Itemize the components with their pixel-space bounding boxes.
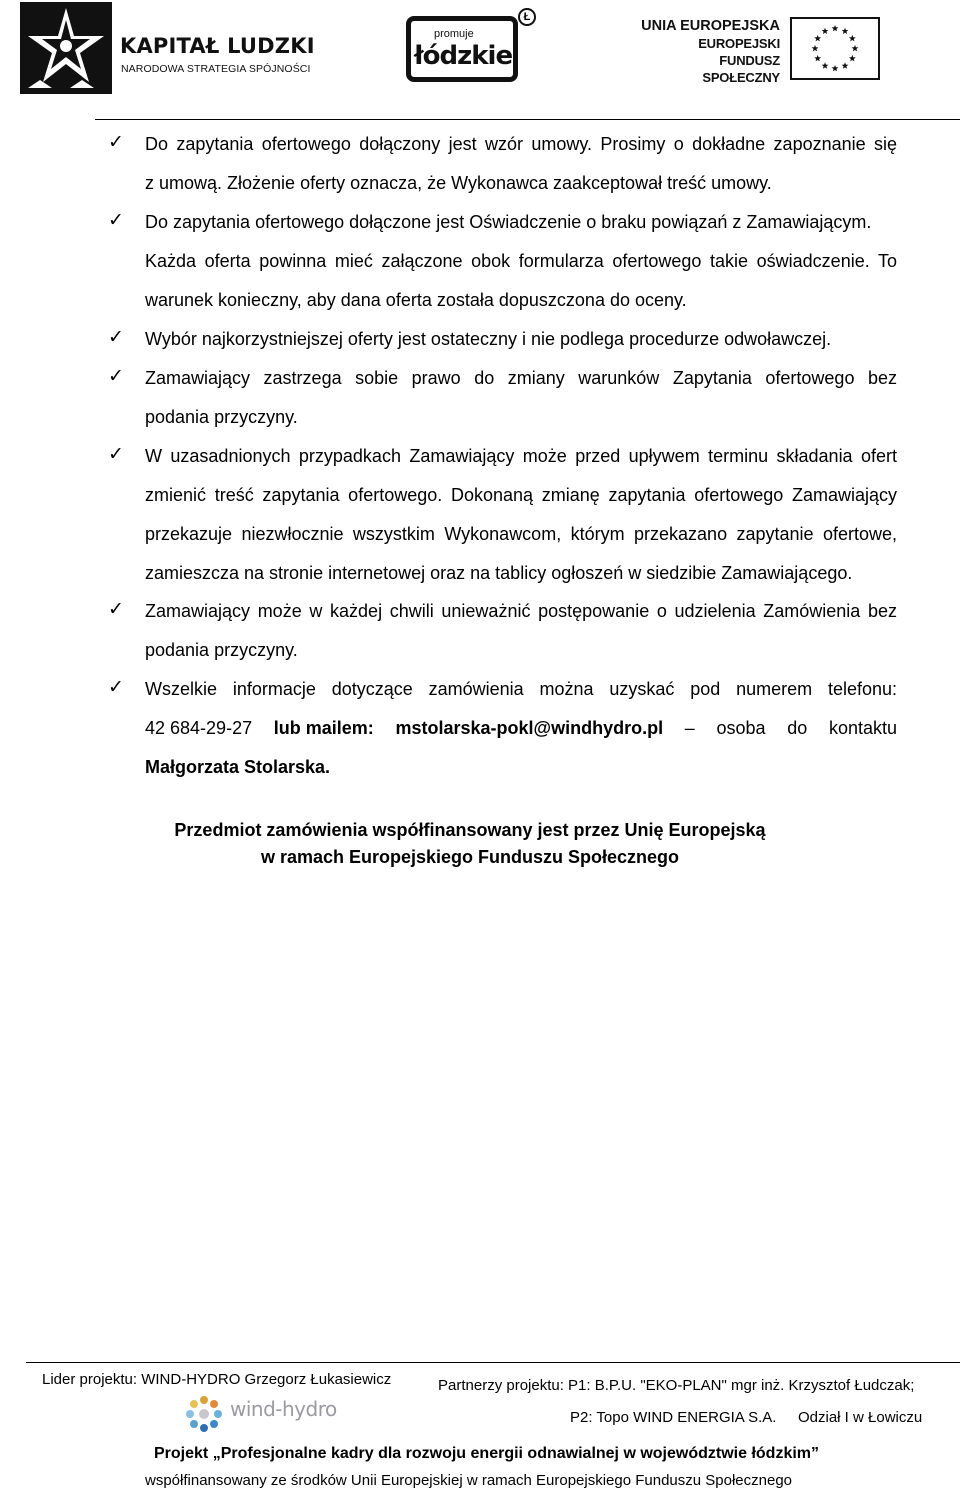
project-partners-2b: Odział I w Łowiczu [798,1409,923,1426]
contact-lub-mailem: lub mailem: [273,718,374,738]
item-1-line-2: z umową. Złożenie oferty oznacza, że Wykonawca zaakceptował treść umowy. [145,173,772,193]
item-4-line-2: podania przyczyny. [145,407,298,427]
cofinanced-note: współfinansowany ze środków Unii Europejskiej w ramach Europejskiego Funduszu Społecznego [145,1472,793,1489]
contact-name: Małgorzata Stolarska. [145,757,331,777]
wind-hydro-logo [182,1394,362,1436]
project-title [154,1445,819,1463]
item-5-line-4: zamieszcza na stronie internetowej oraz na tablicy ogłoszeń w siedzibie Zamawiającego. [145,563,853,583]
wind-hydro-wordmark: wind-hydro [230,1397,337,1421]
contact-phone: 42 684-29-27 [145,718,253,738]
item-2-line-1: Do zapytania ofertowego dołączone jest Oświadczenie o braku powiązań z Zamawiającym. [145,212,872,232]
contact-word-2: do [787,718,808,738]
check-icon: ✓ [108,598,124,620]
funding-line-2: w ramach Europejskiego Funduszu Społecznego [260,847,680,867]
check-icon: ✓ [108,326,124,348]
item-7-line-2 [145,717,897,739]
footer-divider [26,1362,960,1363]
contact-word-3: kontaktu [828,718,897,738]
item-1-line-1: Do zapytania ofertowego dołączony jest wzór umowy. Prosimy o dokładne zapoznanie się [145,134,897,154]
item-5-line-2: zmienić treść zapytania ofertowego. Dokonaną zmianę zapytania ofertowego Zamawiający [145,485,897,505]
item-3-line-1: Wybór najkorzystniejszej oferty jest ostateczny i nie podlega procedurze odwoławczej. [145,329,832,349]
eu-fund-text [640,18,780,86]
contact-dash: – [684,718,695,738]
project-title-prefix: Projekt „ [154,1445,221,1462]
page-header [0,0,960,120]
kapital-ludzki-title: KAPITAŁ LUDZKI [120,34,315,58]
item-4-line-1: Zamawiający zastrzega sobie prawo do zmiany warunków Zapytania ofertowego bez [145,368,897,388]
project-leader: Lider projektu: WIND-HYDRO Grzegorz Łukasiewicz [42,1371,392,1388]
promuje-lodzkie-logo [406,8,538,84]
eu-line-3: FUNDUSZ SPOŁECZNY [702,53,780,85]
item-5-line-3: przekazuje niezwłocznie wszystkim Wykonawcom, którym przekazano zapytanie ofertowe, [145,524,897,544]
item-5-line-1: W uzasadnionych przypadkach Zamawiający może przed upływem terminu składania ofert [145,446,897,466]
check-icon: ✓ [108,209,124,231]
promuje-text: promuje [434,28,474,40]
check-icon: ✓ [108,131,124,153]
contact-email-link[interactable]: mstolarska-pokl@windhydro.pl [395,718,664,738]
check-icon: ✓ [108,365,124,387]
eu-flag-icon [790,17,880,80]
funding-statement [0,817,940,871]
check-icon: ✓ [108,443,124,465]
eu-line-2: EUROPEJSKI [698,36,780,51]
lodzkie-text: łódzkie [414,41,513,71]
kapital-ludzki-emblem-icon [20,2,112,94]
project-partners-1: Partnerzy projektu: P1: B.P.U. "EKO-PLAN" mgr inż. Krzysztof Łudczak; [438,1377,915,1394]
check-icon: ✓ [108,676,124,698]
project-partners-2a: P2: Topo WIND ENERGIA S.A. [570,1409,777,1426]
item-6-line-1: Zamawiający może w każdej chwili unieważnić postępowanie o udzielenia Zamówienia bez [145,601,897,621]
kapital-ludzki-logo [20,2,320,94]
item-6-line-2: podania przyczyny. [145,640,298,660]
wind-hydro-dots-icon [182,1394,226,1434]
project-title-text: Profesjonalne kadry dla rozwoju energii odnawialnej w województwie łódzkim” [220,1445,820,1462]
item-7-line-1: Wszelkie informacje dotyczące zamówienia można uzyskać pod numerem telefonu: [145,679,897,699]
promuje-mark: Ł [518,8,536,26]
kapital-ludzki-subtitle: NARODOWA STRATEGIA SPÓJNOŚCI [121,63,311,75]
funding-line-1: Przedmiot zamówienia współfinansowany jest przez Unię Europejską [174,820,766,840]
item-2-line-2: Każda oferta powinna mieć załączone obok formularza ofertowego takie oświadczenie. To [145,251,897,271]
item-2-line-3: warunek konieczny, aby dana oferta została dopuszczona do oceny. [145,290,687,310]
contact-word-1: osoba [716,718,766,738]
eu-line-1: UNIA EUROPEJSKA [641,18,780,34]
header-divider [95,119,960,120]
